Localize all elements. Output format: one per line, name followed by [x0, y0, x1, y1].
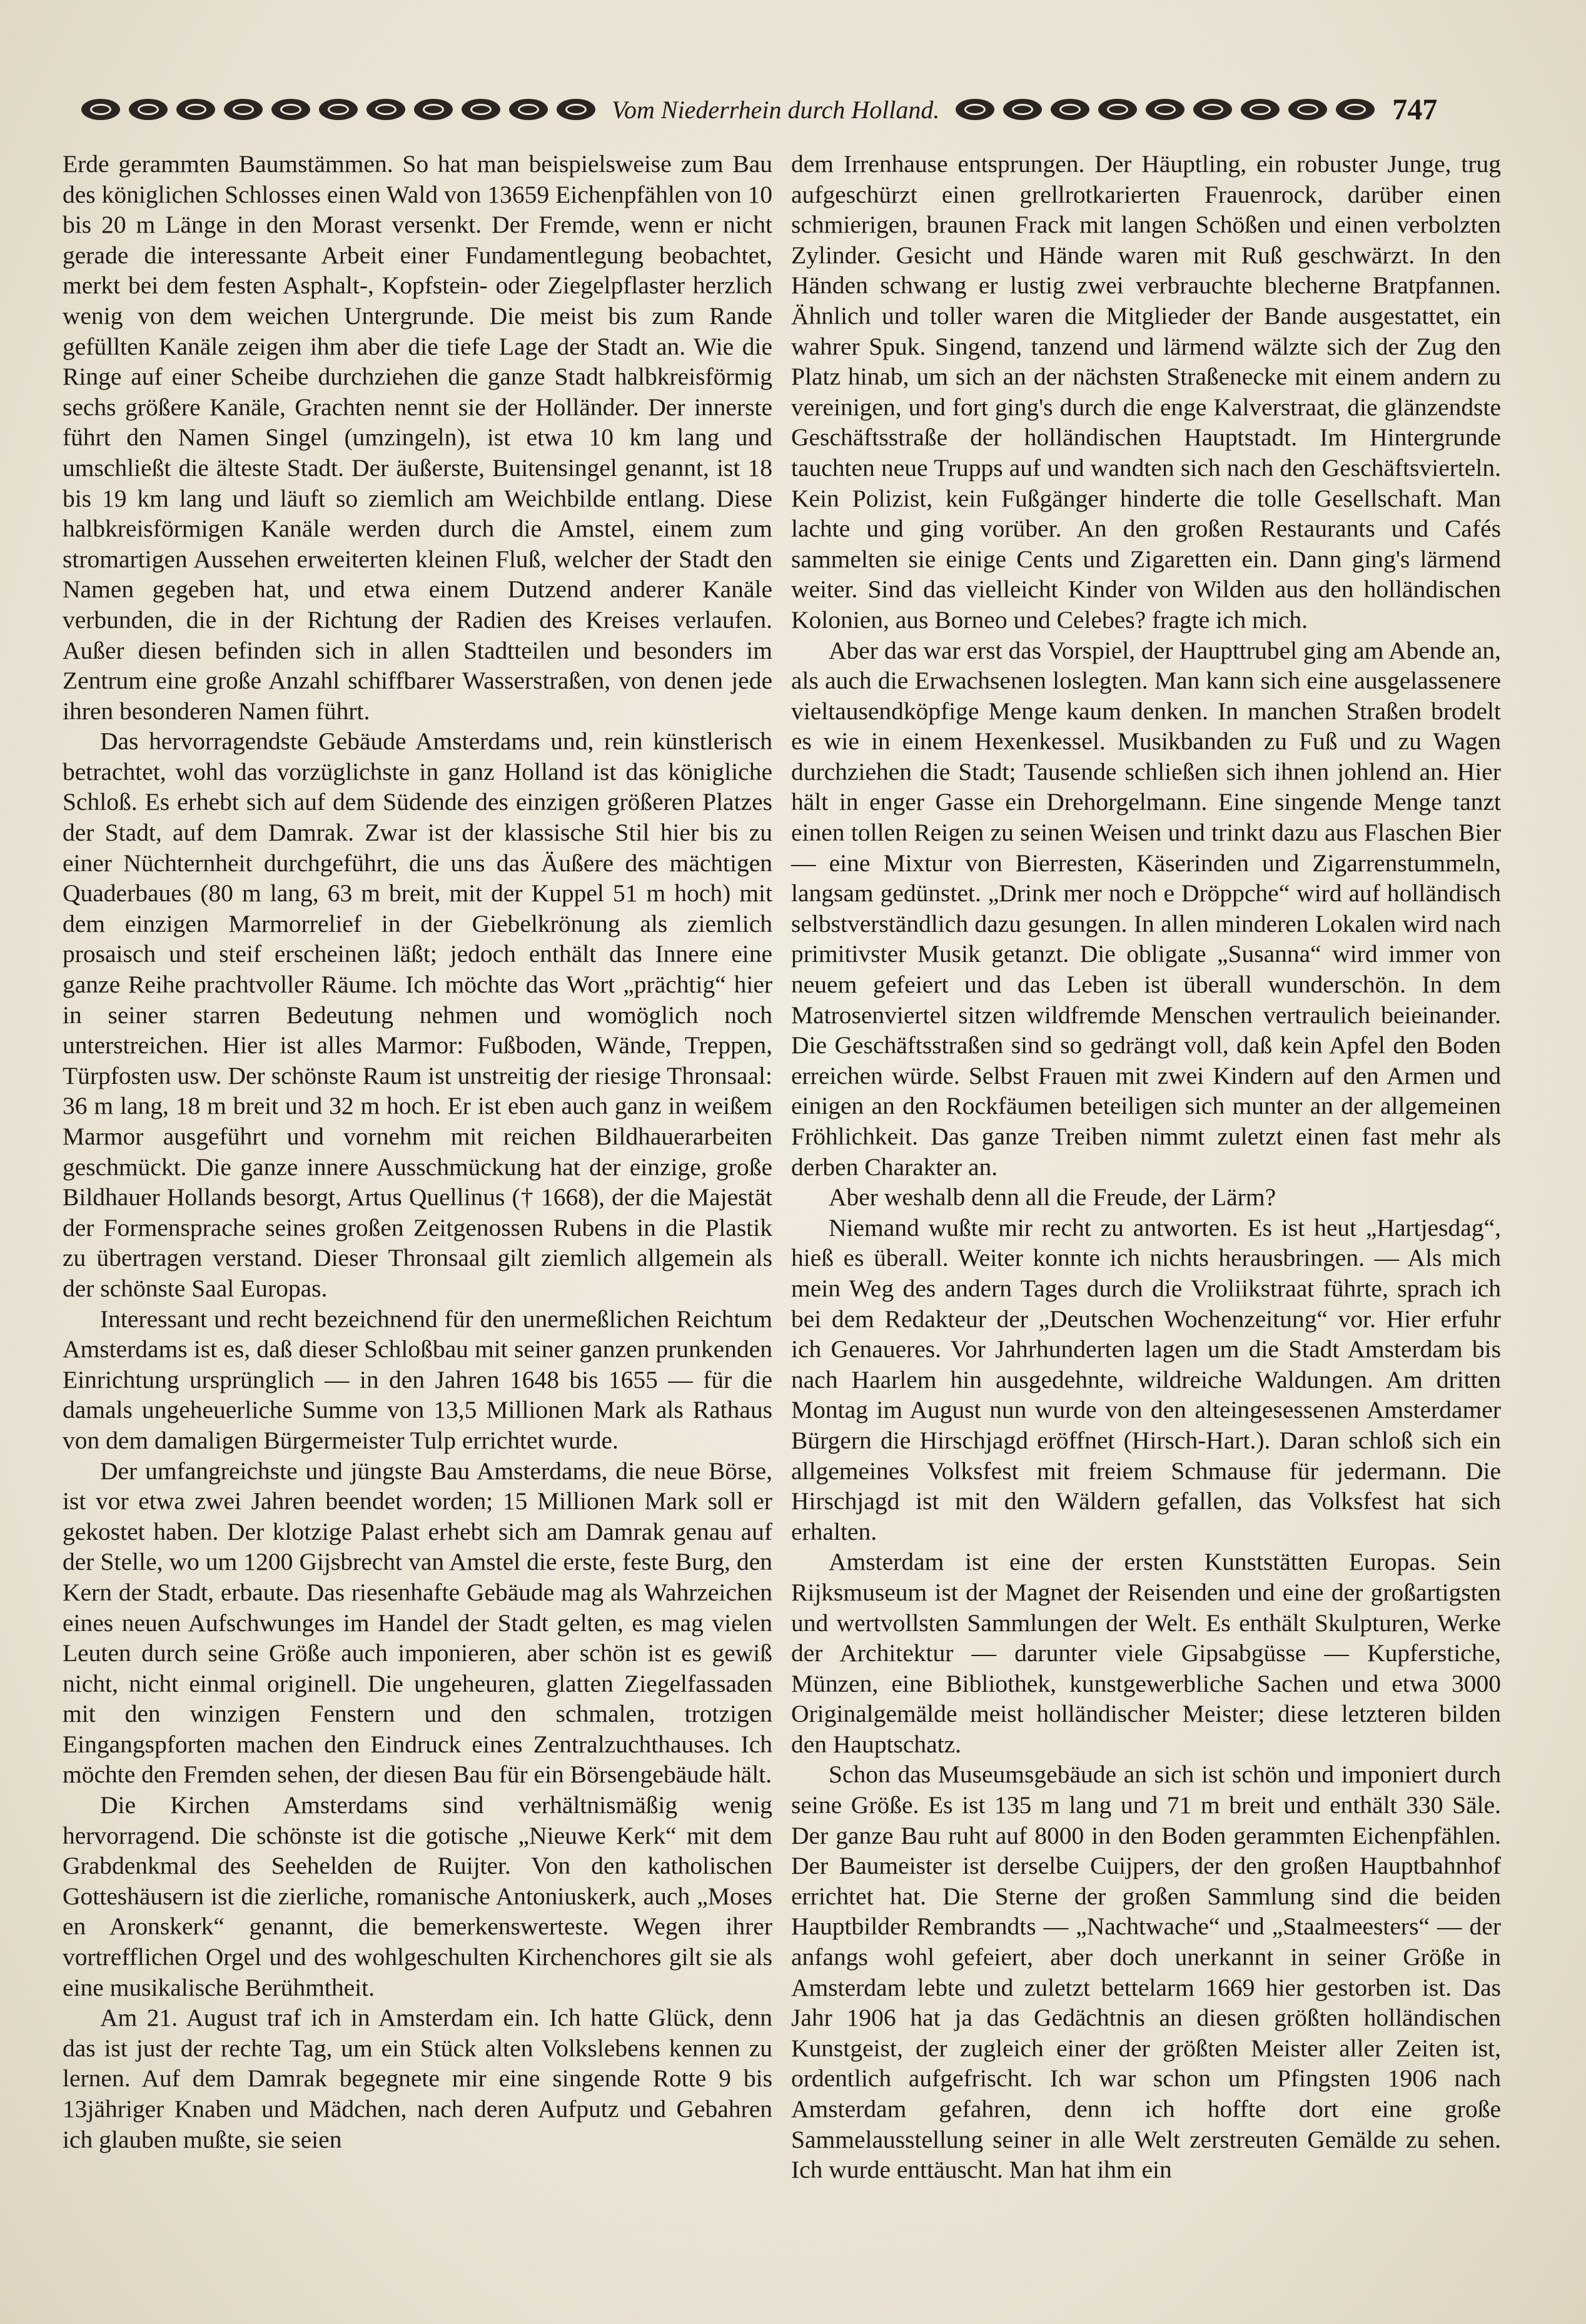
- paragraph: Am 21. August traf ich in Amsterdam ein. Ich hatte Glück, denn das ist just der rechte Tag, um ein Stück alten Volkslebens kennen zu lernen. Auf dem Damrak begegnete mir eine singende Rotte 9 bis 13jähriger Knaben und Mädchen, nach deren Aufputz und Gebahren ich glauben mußte, sie seien: [63, 2004, 772, 2153]
- running-header: [81, 88, 1488, 131]
- scroll-ornament-icon: [1051, 99, 1089, 120]
- scroll-ornament-icon: [557, 99, 595, 120]
- scroll-ornament-icon: [1241, 99, 1280, 120]
- text-column-right: [791, 149, 1501, 2184]
- scroll-ornament-icon: [224, 99, 263, 120]
- paragraph: Erde gerammten Baumstämmen. So hat man beispielsweise zum Bau des königlichen Schlosses einen Wald von 13659 Eichenpfählen von 10 bis 20 m Länge in den Morast versenkt. Der Fremde, wenn er nicht gerade die interessante Arbeit einer Fundamentlegung beobachtet, merkt bei dem festen Asphalt-, Kopfstein- oder Ziegelpflaster herzlich wenig von dem weichen Untergrunde. Die meist bis zum Rande gefüllten Kanäle zeigen ihm aber die tiefe Lage der Stadt an. Wie die Ringe auf einer Scheibe durchziehen die ganze Stadt halbkreisförmig sechs größere Kanäle, Grachten nennt sie der Holländer. Der innerste führt den Namen Singel (umzingeln), ist etwa 10 km lang und umschließt die älteste Stadt. Der äußerste, Buitensingel genannt, ist 18 bis 19 km lang und läuft so ziemlich am Weichbilde entlang. Diese halbkreisförmigen Kanäle werden durch die Amstel, einem zum stromartigen Aussehen erweiterten kleinen Fluß, welcher der Stadt den Namen gegeben hat, und etwa einem Dutzend anderer Kanäle verbunden, die in der Richtung der Radien des Kreises verlaufen. Außer diesen befinden sich in allen Stadtteilen und besonders im Zentrum eine große Anzahl schiffbarer Wasserstraßen, von denen jede ihren besonderen Namen führt.: [63, 150, 772, 725]
- scroll-ornament-icon: [1098, 99, 1137, 120]
- paragraph: Interessant und recht bezeichnend für den unermeßlichen Reichtum Amsterdams ist es, daß dieser Schloßbau mit seiner ganzen prunkenden Einrichtung ursprünglich — in den Jahren 1648 bis 1655 — für die damals ungeheuerliche Summe von 13,5 Millionen Mark als Rathaus von dem damaligen Bürgermeister Tulp errichtet wurde.: [63, 1305, 772, 1454]
- scroll-ornament-icon: [1336, 99, 1375, 120]
- paragraph: Das hervorragendste Gebäude Amsterdams und, rein künstlerisch betrachtet, wohl das vorzüglichste in ganz Holland ist das königliche Schloß. Es erhebt sich auf dem Südende des einzigen größeren Platzes der Stadt, auf dem Damrak. Zwar ist der klassische Stil hier bis zu einer Nüchternheit durchgeführt, die uns das Äußere des mächtigen Quaderbaues (80 m lang, 63 m breit, mit der Kuppel 51 m hoch) mit dem einzigen Marmorrelief in der Giebelkrönung als ziemlich prosaisch und steif erscheinen läßt; jedoch enthält das Innere eine ganze Reihe prachtvoller Räume. Ich möchte das Wort „prächtig“ hier in seiner starren Bedeutung nehmen und womöglich noch unterstreichen. Hier ist alles Marmor: Fußboden, Wände, Treppen, Türpfosten usw. Der schönste Raum ist unstreitig der riesige Thronsaal: 36 m lang, 18 m breit und 32 m hoch. Er ist eben auch ganz in weißem Marmor ausgeführt und vornehm mit reichen Bildhauerarbeiten geschmückt. Die ganze innere Ausschmückung hat der einzige, große Bildhauer Hollands besorgt, Artus Quellinus († 1668), der die Majestät der Formensprache seines großen Zeitgenossen Rubens in die Plastik zu übertragen verstand. Dieser Thronsaal gilt ziemlich allgemein als der schönste Saal Europas.: [63, 727, 772, 1302]
- paragraph: Aber das war erst das Vorspiel, der Haupttrubel ging am Abende an, als auch die Erwachsenen loslegten. Man kann sich eine ausgelassenere vieltausendköpfige Menge kaum denken. In manchen Straßen brodelt es wie in einem Hexenkessel. Musikbanden zu Fuß und zu Wagen durchziehen die Stadt; Tausende schließen sich ihnen johlend an. Hier hält in enger Gasse ein Drehorgelmann. Eine singende Menge tanzt einen tollen Reigen zu seinen Weisen und trinkt dazu aus Flaschen Bier — eine Mixtur von Bierresten, Käserinden und Zigarrenstummeln, langsam gedünstet. „Drink mer noch e Dröppche“ wird auf holländisch selbstverständlich dazu gesungen. In allen minderen Lokalen wird nach primitivster Musik getanzt. Die obligate „Susanna“ wird immer von neuem gefeiert und das Leben ist überall wunderschön. In dem Matrosenviertel sitzen wildfremde Menschen vertraulich beieinander. Die Geschäftsstraßen sind so gedrängt voll, daß kein Apfel den Boden erreichen würde. Selbst Frauen mit zwei Kindern auf den Armen und einigen an den Rockfäumen beteiligen sich munter an der allgemeinen Fröhlichkeit. Das ganze Treiben nimmt zuletzt einen fast mehr als derben Charakter an.: [791, 636, 1501, 1181]
- scroll-ornament-icon: [1193, 99, 1232, 120]
- header-ornament-left: [81, 99, 595, 120]
- page-number: 747: [1392, 93, 1438, 126]
- scroll-ornament-icon: [462, 99, 500, 120]
- scroll-ornament-icon: [1146, 99, 1184, 120]
- paragraph: Die Kirchen Amsterdams sind verhältnismäßig wenig hervorragend. Die schönste ist die gotische „Nieuwe Kerk“ mit dem Grabdenkmal des Seehelden de Ruijter. Von den katholischen Gotteshäusern ist die zierliche, romanische Antoniuskerk, auch „Moses en Aronskerk“ genannt, die bemerkenswerteste. Wegen ihrer vortrefflichen Orgel und des wohlgeschulten Kirchenchores gilt sie als eine musikalische Berühmtheit.: [63, 1791, 772, 2001]
- scroll-ornament-icon: [366, 99, 405, 120]
- scroll-ornament-icon: [271, 99, 310, 120]
- scroll-ornament-icon: [1003, 99, 1042, 120]
- scroll-ornament-icon: [81, 99, 120, 120]
- scroll-ornament-icon: [956, 99, 994, 120]
- scroll-ornament-icon: [176, 99, 215, 120]
- paragraph: Niemand wußte mir recht zu antworten. Es ist heut „Hartjesdag“, hieß es überall. Weiter konnte ich nichts herausbringen. — Als mich mein Weg des andern Tages durch die Vroliikstraat führte, sprach ich bei dem Redakteur der „Deutschen Wochenzeitung“ vor. Hier erfuhr ich Genaueres. Vor Jahrhunderten lagen um die Stadt Amsterdam bis nach Haarlem hin ausgedehnte, wildreiche Waldungen. Am dritten Montag im August nun wurde von den alteingesessenen Amsterdamer Bürgern die Hirschjagd eröffnet (Hirsch-Hart.). Daran schloß sich ein allgemeines Volksfest mit freiem Schmause für jedermann. Die Hirschjagd ist mit den Wäldern gefallen, das Volksfest hat sich erhalten.: [791, 1213, 1501, 1545]
- scroll-ornament-icon: [129, 99, 168, 120]
- text-column-left: [63, 149, 772, 2169]
- paragraph: Aber weshalb denn all die Freude, der Lärm?: [829, 1183, 1276, 1211]
- paragraph: dem Irrenhause entsprungen. Der Häuptling, ein robuster Junge, trug aufgeschürzt einen grellrotkarierten Frauenrock, darüber einen schmierigen, braunen Frack mit langen Schößen und einen verbolzten Zylinder. Gesicht und Hände waren mit Ruß geschwärzt. In den Händen schwang er lustig zwei verbrauchte blecherne Bratpfannen. Ähnlich und toller waren die Mitglieder der Bande ausgestattet, ein wahrer Spuk. Singend, tanzend und lärmend wälzte sich der Zug den Platz hinab, um sich an der nächsten Straßenecke mit einem andern zu vereinigen, und fort ging's durch die enge Kalverstraat, die glänzendste Geschäftsstraße der holländischen Hauptstadt. Im Hintergrunde tauchten neue Trupps auf und wandten sich nach den Geschäftsvierteln. Kein Polizist, kein Fußgänger hinderte die tolle Gesellschaft. Man lachte und ging vorüber. An den großen Restaurants und Cafés sammelten sie einige Cents und Zigaretten ein. Dann ging's lärmend weiter. Sind das vielleicht Kinder von Wilden aus den holländischen Kolonien, aus Borneo und Celebes? fragte ich mich.: [791, 150, 1501, 634]
- paragraph: Amsterdam ist eine der ersten Kunststätten Europas. Sein Rijksmuseum ist der Magnet der Reisenden und eine der großartigsten und wertvollsten Sammlungen der Welt. Es enthält Skulpturen, Werke der Architektur — darunter viele Gipsabgüsse — Kupferstiche, Münzen, eine Bibliothek, kunstgewerbliche Sachen und etwa 3000 Originalgemälde meist holländischer Meister; diese letzteren bilden den Hauptschatz.: [791, 1548, 1501, 1758]
- scroll-ornament-icon: [1288, 99, 1327, 120]
- paragraph: Der umfangreichste und jüngste Bau Amsterdams, die neue Börse, ist vor etwa zwei Jahren beendet worden; 15 Millionen Mark soll er gekostet haben. Der klotzige Palast erhebt sich am Damrak genau auf der Stelle, wo um 1200 Gijsbrecht van Amstel die erste, feste Burg, den Kern der Stadt, erbaute. Das riesenhafte Gebäude mag als Wahrzeichen eines neuen Aufschwunges im Handel der Stadt gelten, es mag vielen Leuten durch seine Größe auch imponieren, aber schön ist es gewiß nicht, nicht einmal originell. Die ungeheuren, glatten Ziegelfassaden mit den winzigen Fenstern und den schmalen, trotzigen Eingangspforten machen den Eindruck eines Zentralzuchthauses. Ich möchte den Fremden sehen, der diesen Bau für ein Börsengebäude hält.: [63, 1457, 772, 1789]
- header-ornament-right: [956, 99, 1375, 120]
- scroll-ornament-icon: [319, 99, 358, 120]
- running-title: Vom Niederrhein durch Holland.: [612, 95, 940, 124]
- scroll-ornament-icon: [414, 99, 453, 120]
- scroll-ornament-icon: [509, 99, 548, 120]
- paragraph: Schon das Museumsgebäude an sich ist schön und imponiert durch seine Größe. Es ist 135 m lang und 71 m breit und enthält 330 Säle. Der ganze Bau ruht auf 8000 in den Boden gerammten Eichenpfählen. Der Baumeister ist derselbe Cuijpers, der den großen Hauptbahnhof errichtet hat. Die Sterne der großen Sammlung sind die beiden Hauptbilder Rembrandts — „Nachtwache“ und „Staalmeesters“ — der anfangs wohl gefeiert, aber doch unerkannt in seiner Größe in Amsterdam lebte und zuletzt bettelarm 1669 hier gestorben ist. Das Jahr 1906 hat ja das Gedächtnis an diesen größten holländischen Kunstgeist, der zugleich einer der größten Meister aller Zeiten ist, ordentlich aufgefrischt. Ich war schon um Pfingsten 1906 nach Amsterdam gefahren, denn ich hoffte dort eine große Sammelausstellung seiner in alle Welt zerstreuten Gemälde zu sehen. Ich wurde enttäuscht. Man hat ihm ein: [791, 1761, 1501, 2184]
